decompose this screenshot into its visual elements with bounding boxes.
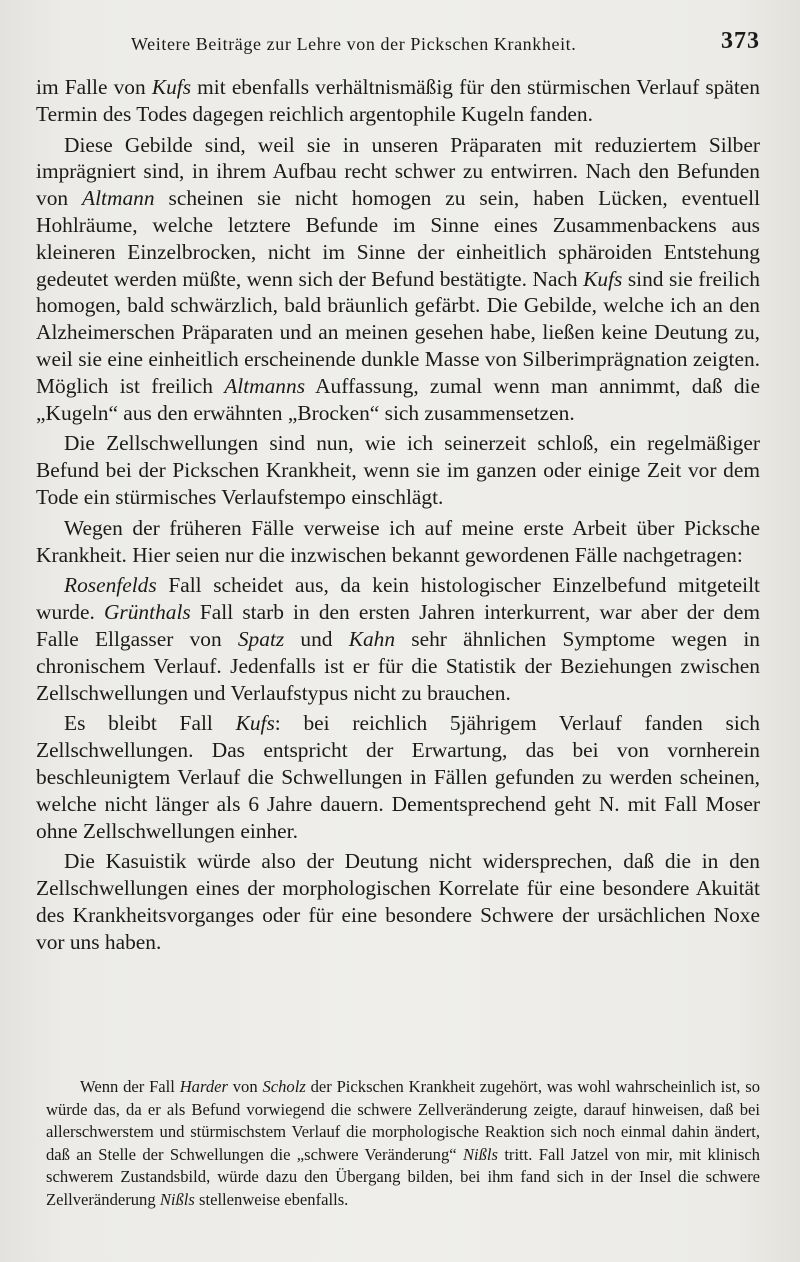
text-run: Wegen der früheren Fälle verweise ich auf meine erste Arbeit über Picksche Krankheit. Hier seien nur die inzwischen bekannt gewordenen Fälle nachgetragen: [36,515,760,567]
text-run: der Pickschen Krankheit zugehört, was wohl wahrscheinlich ist, so würde das, da er als Befund vorwiegend die schwere Zellveränderung zeigte, darauf hinweisen, daß bei allerschwerstem und stürmischstem Verlauf die morphologische Reaktion sich noch einmal dahin ändert, daß an Stelle der Schwellungen die „schwere Veränderung“ [46,1077,761,1164]
paragraph [36,515,760,573]
text-run: Fall scheidet aus, da kein histologischer Einzelbefund mitgeteilt wurde. [36,573,760,625]
text-run: : bei reichlich 5jährigem Verlauf fanden sich Zellschwellungen. Das entspricht der Erwartung, das bei von vornherein beschleunigtem Verlauf die Schwellungen in Fällen gefunden zu werden scheinen, welche nicht länger als 6 Jahre dauern. Dementsprechend geht N. mit Fall Moser ohne Zellschwellungen einher. [36,711,760,843]
text-run: und [284,626,349,651]
italic-name: Altmanns [224,373,306,398]
paragraph [36,430,760,514]
text-run: von [227,1077,263,1096]
text-run: mit ebenfalls verhältnismäßig für den stürmischen Verlauf späten Termin des Todes dagegen reichlich argentophile Kugeln fanden. [36,75,760,126]
page-number: 373 [721,28,760,54]
text-run: Die Zellschwellungen sind nun, wie ich seinerzeit schloß, ein regelmäßiger Befund bei der Pickschen Krankheit, wenn sie im ganzen oder einige Zeit vor dem Tode ein stürmisches Verlaufstempo einschlägt. [36,431,760,509]
italic-name: Nißls [159,1189,195,1209]
text-run: Diese Gebilde sind, weil sie in unseren Präparaten mit reduziertem Silber imprägniert sind, in ihrem Aufbau recht schwer zu entwirren. Nach den Befunden von [36,132,760,211]
text-run: tritt. Fall Jatzel von mir, mit klinisch schwerem Zustandsbild, würde dazu den Übergang bilden, bei ihm fand sich in der Insel die schwere Zellveränderung [46,1144,760,1209]
italic-name: Kufs [151,75,192,99]
text-run: Die Kasuistik würde also der Deutung nicht widersprechen, daß die in den Zellschwellungen eines der morphologischen Korrelate für eine besondere Akuität des Krankheitsvorganges oder für eine besondere Schwere der ursächlichen Noxe vor uns haben. [36,849,760,954]
body-text [36,74,760,960]
text-run: Wenn der Fall [80,1077,180,1096]
paragraph [36,74,760,132]
italic-name: Altmann [82,186,155,211]
text-run: Auffassung, zumal wenn man annimmt, daß die „Kugeln“ aus den erwähnten „Brocken“ sich zusammensetzen. [36,373,760,425]
text-run: sehr ähnlichen Symptome wegen in chronischem Verlauf. Jedenfalls ist er für die Statistik der Beziehungen zwischen Zellschwellungen und Verlaufstypus nicht zu brauchen. [36,626,760,705]
italic-name: Kahn [348,626,396,651]
paragraph [36,572,760,710]
italic-name: Grünthals [103,600,191,625]
footnote [46,1076,760,1212]
paragraph [36,132,760,431]
text-run: scheinen sie nicht homogen zu sein, haben Lücken, eventuell Hohlräume, welche letztere Befunde im Sinne eines Zusammenbackens aus kleineren Einzelbrocken, nicht im Sinne der einheitlich sphäroiden Entstehung gedeutet werden müßte, wenn sich der Befund bestätigte. Nach [36,186,761,291]
text-run: sind sie freilich homogen, bald schwärzlich, bald bräunlich gefärbt. Die Gebilde, welche ich an den Alzheimerschen Präparaten und an meinen gesehen habe, ließen keine Deutung zu, weil sie eine einheitlich erscheinende dunkle Masse von Silberimprägnation zeigten. Möglich ist freilich [36,266,760,398]
italic-name: Harder [179,1077,228,1096]
italic-name: Scholz [262,1077,306,1096]
text-run: Fall starb in den ersten Jahren interkurrent, war aber der dem Falle Ellgasser von [36,600,761,651]
paragraph [36,848,760,959]
italic-name: Spatz [237,626,285,651]
paragraph [36,710,760,848]
italic-name: Kufs [235,711,275,736]
text-run: im Falle von [36,75,152,99]
italic-name: Rosenfelds [64,573,157,598]
page-header [36,28,760,60]
italic-name: Kufs [583,266,623,291]
text-run: stellenweise ebenfalls. [194,1189,349,1209]
italic-name: Nißls [462,1144,498,1164]
text-run: Es bleibt Fall [64,711,236,736]
running-head: Weitere Beiträge zur Lehre von der Pickschen Krankheit. [131,34,577,54]
